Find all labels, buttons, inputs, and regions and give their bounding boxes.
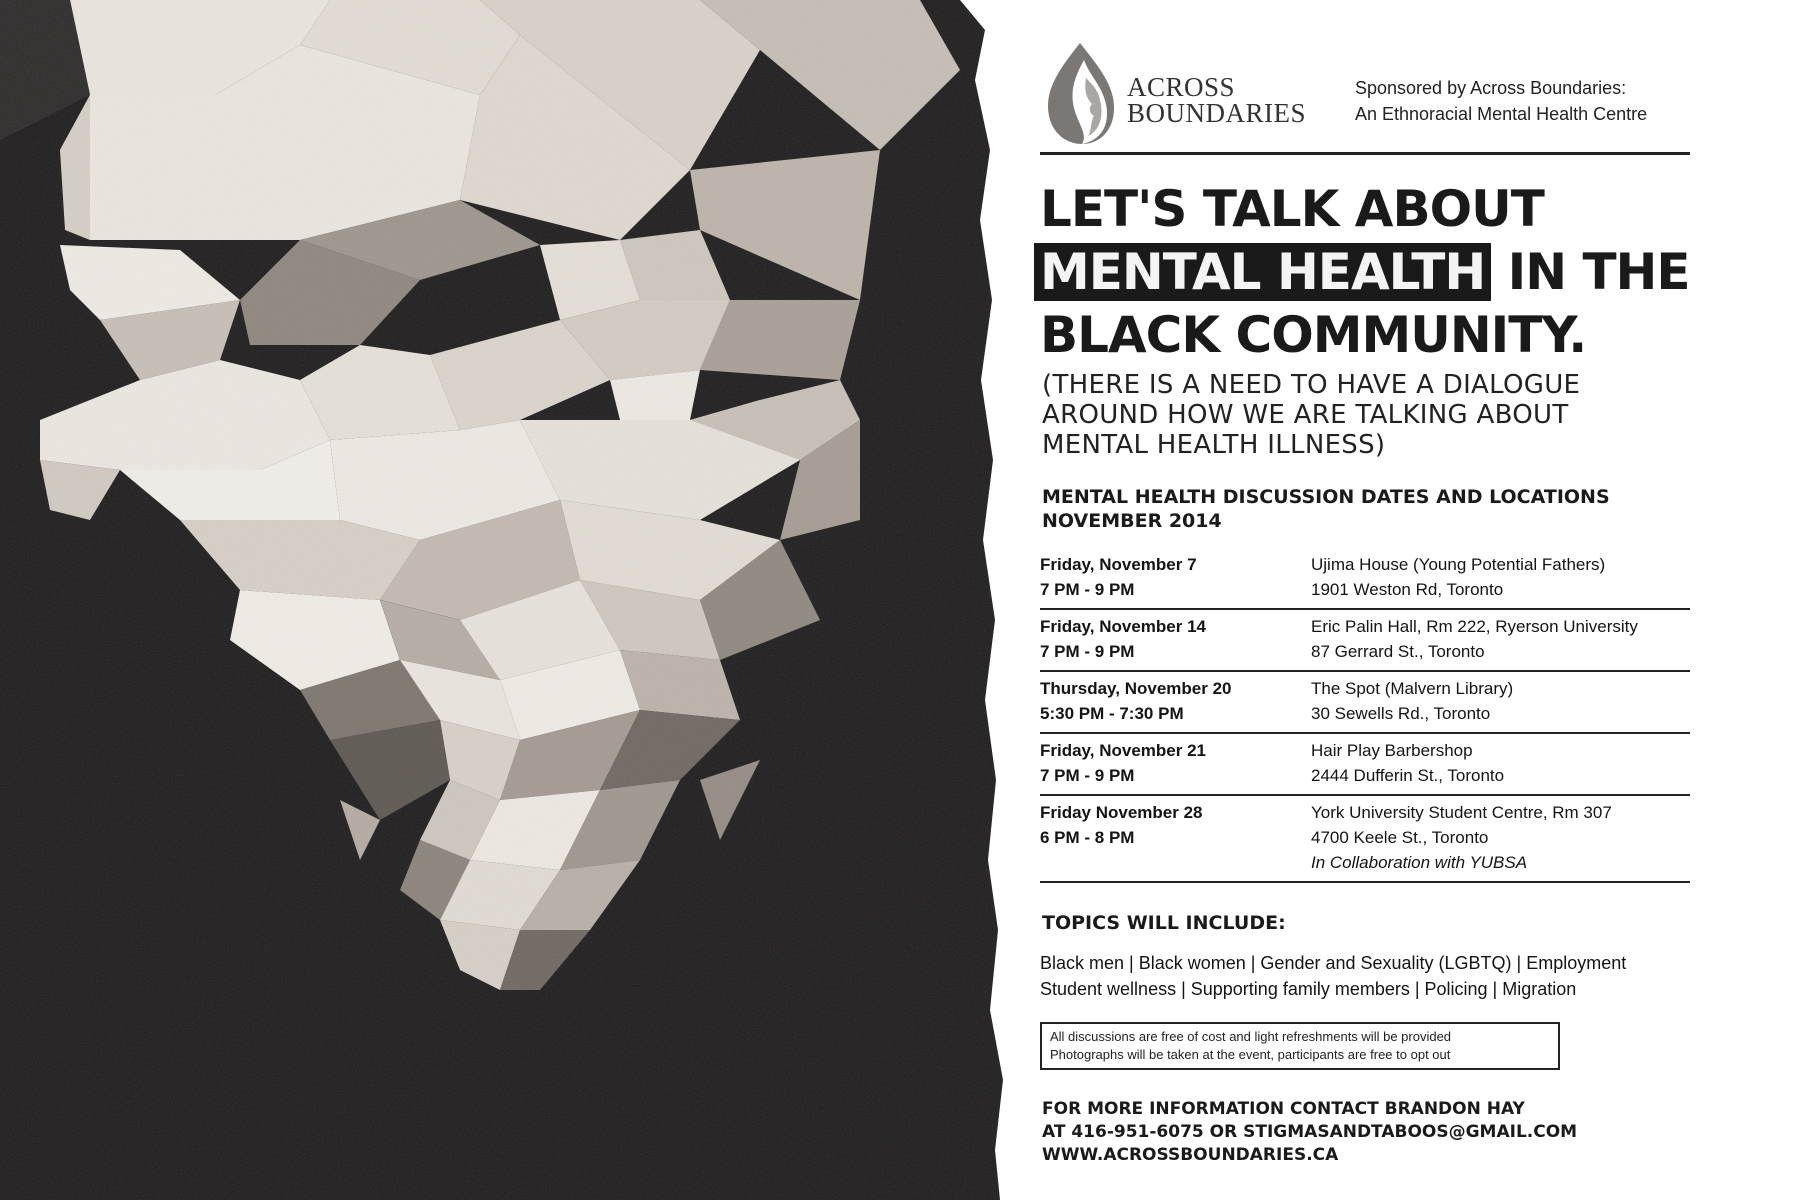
- topics-list: [1040, 950, 1626, 1002]
- schedule-row: [1040, 672, 1690, 734]
- headline-highlight: MENTAL HEALTH: [1034, 243, 1491, 301]
- logo-wordmark: [1127, 74, 1306, 126]
- schedule-location: York University Student Centre, Rm 307: [1311, 803, 1612, 822]
- schedule-row: [1040, 796, 1690, 883]
- headline-line-2: [1040, 241, 1690, 304]
- schedule-table: [1040, 548, 1690, 883]
- schedule-date: Friday, November 7: [1040, 555, 1197, 574]
- schedule-where: [1311, 738, 1690, 788]
- schedule-note: In Collaboration with YUBSA: [1311, 853, 1528, 872]
- contact-info: [1042, 1098, 1577, 1167]
- headline-line-1: LET'S TALK ABOUT: [1040, 180, 1544, 238]
- topics-line-2: Student wellness | Supporting family members | Policing | Migration: [1040, 979, 1577, 999]
- schedule-address: 2444 Dufferin St., Toronto: [1311, 766, 1505, 785]
- sponsor-line-1: Sponsored by Across Boundaries:: [1355, 78, 1627, 98]
- schedule-address: 4700 Keele St., Toronto: [1311, 828, 1489, 847]
- schedule-date: Thursday, November 20: [1040, 679, 1232, 698]
- schedule-where: [1311, 614, 1690, 664]
- schedule-when: [1040, 738, 1310, 788]
- schedule-when: [1040, 614, 1310, 664]
- info-panel: [1010, 0, 1800, 1200]
- contact-website: WWW.ACROSSBOUNDARIES.CA: [1042, 1145, 1339, 1165]
- schedule-address: 1901 Weston Rd, Toronto: [1311, 580, 1504, 599]
- schedule-location: The Spot (Malvern Library): [1311, 679, 1514, 698]
- subheading-line-1: (THERE IS A NEED TO HAVE A DIALOGUE: [1042, 370, 1581, 400]
- topics-line-1: Black men | Black women | Gender and Sexuality (LGBTQ) | Employment: [1040, 953, 1627, 973]
- notice-box: [1040, 1022, 1560, 1070]
- sponsor-text: [1355, 75, 1647, 127]
- flame-face-icon: [1040, 38, 1120, 148]
- schedule-title: [1042, 485, 1610, 533]
- schedule-date: Friday November 28: [1040, 803, 1203, 822]
- schedule-where: [1311, 552, 1690, 602]
- subheading-line-2: AROUND HOW WE ARE TALKING ABOUT: [1042, 400, 1569, 430]
- schedule-title-line-1: MENTAL HEALTH DISCUSSION DATES AND LOCATIONS: [1042, 486, 1610, 508]
- schedule-location: Hair Play Barbershop: [1311, 741, 1473, 760]
- schedule-address: 30 Sewells Rd., Toronto: [1311, 704, 1491, 723]
- schedule-time: 7 PM - 9 PM: [1040, 766, 1135, 785]
- schedule-title-line-2: NOVEMBER 2014: [1042, 510, 1222, 532]
- contact-line-1: FOR MORE INFORMATION CONTACT BRANDON HAY: [1042, 1099, 1525, 1119]
- notice-line-2: Photographs will be taken at the event, participants are free to opt out: [1050, 1047, 1451, 1062]
- headline: [1040, 178, 1690, 367]
- contact-line-2: AT 416-951-6075 OR STIGMASANDTABOOS@GMAIL.COM: [1042, 1122, 1578, 1142]
- schedule-where: [1311, 800, 1690, 875]
- headline-line-3: BLACK COMMUNITY.: [1040, 306, 1587, 364]
- schedule-time: 6 PM - 8 PM: [1040, 828, 1135, 847]
- schedule-row: [1040, 734, 1690, 796]
- schedule-when: [1040, 676, 1310, 726]
- schedule-location: Eric Palin Hall, Rm 222, Ryerson University: [1311, 617, 1638, 636]
- headline-line-2-rest: IN THE: [1491, 243, 1690, 301]
- logo-line-2: BOUNDARIES: [1127, 98, 1307, 128]
- schedule-time: 5:30 PM - 7:30 PM: [1040, 704, 1184, 723]
- subheading-line-3: MENTAL HEALTH ILLNESS): [1042, 430, 1386, 460]
- schedule-date: Friday, November 21: [1040, 741, 1206, 760]
- sponsor-line-2: An Ethnoracial Mental Health Centre: [1355, 104, 1648, 124]
- schedule-when: [1040, 800, 1310, 850]
- schedule-when: [1040, 552, 1310, 602]
- subheading: [1042, 370, 1580, 460]
- schedule-location: Ujima House (Young Potential Fathers): [1311, 555, 1606, 574]
- schedule-time: 7 PM - 9 PM: [1040, 580, 1135, 599]
- schedule-row: [1040, 548, 1690, 610]
- across-boundaries-logo: [1040, 38, 1340, 148]
- schedule-time: 7 PM - 9 PM: [1040, 642, 1135, 661]
- schedule-address: 87 Gerrard St., Toronto: [1311, 642, 1485, 661]
- schedule-date: Friday, November 14: [1040, 617, 1206, 636]
- schedule-where: [1311, 676, 1690, 726]
- schedule-row: [1040, 610, 1690, 672]
- logo-line-1: ACROSS: [1127, 72, 1236, 102]
- notice-line-1: All discussions are free of cost and light refreshments will be provided: [1050, 1029, 1452, 1044]
- header-divider: [1040, 152, 1690, 155]
- topics-title: TOPICS WILL INCLUDE:: [1042, 912, 1286, 934]
